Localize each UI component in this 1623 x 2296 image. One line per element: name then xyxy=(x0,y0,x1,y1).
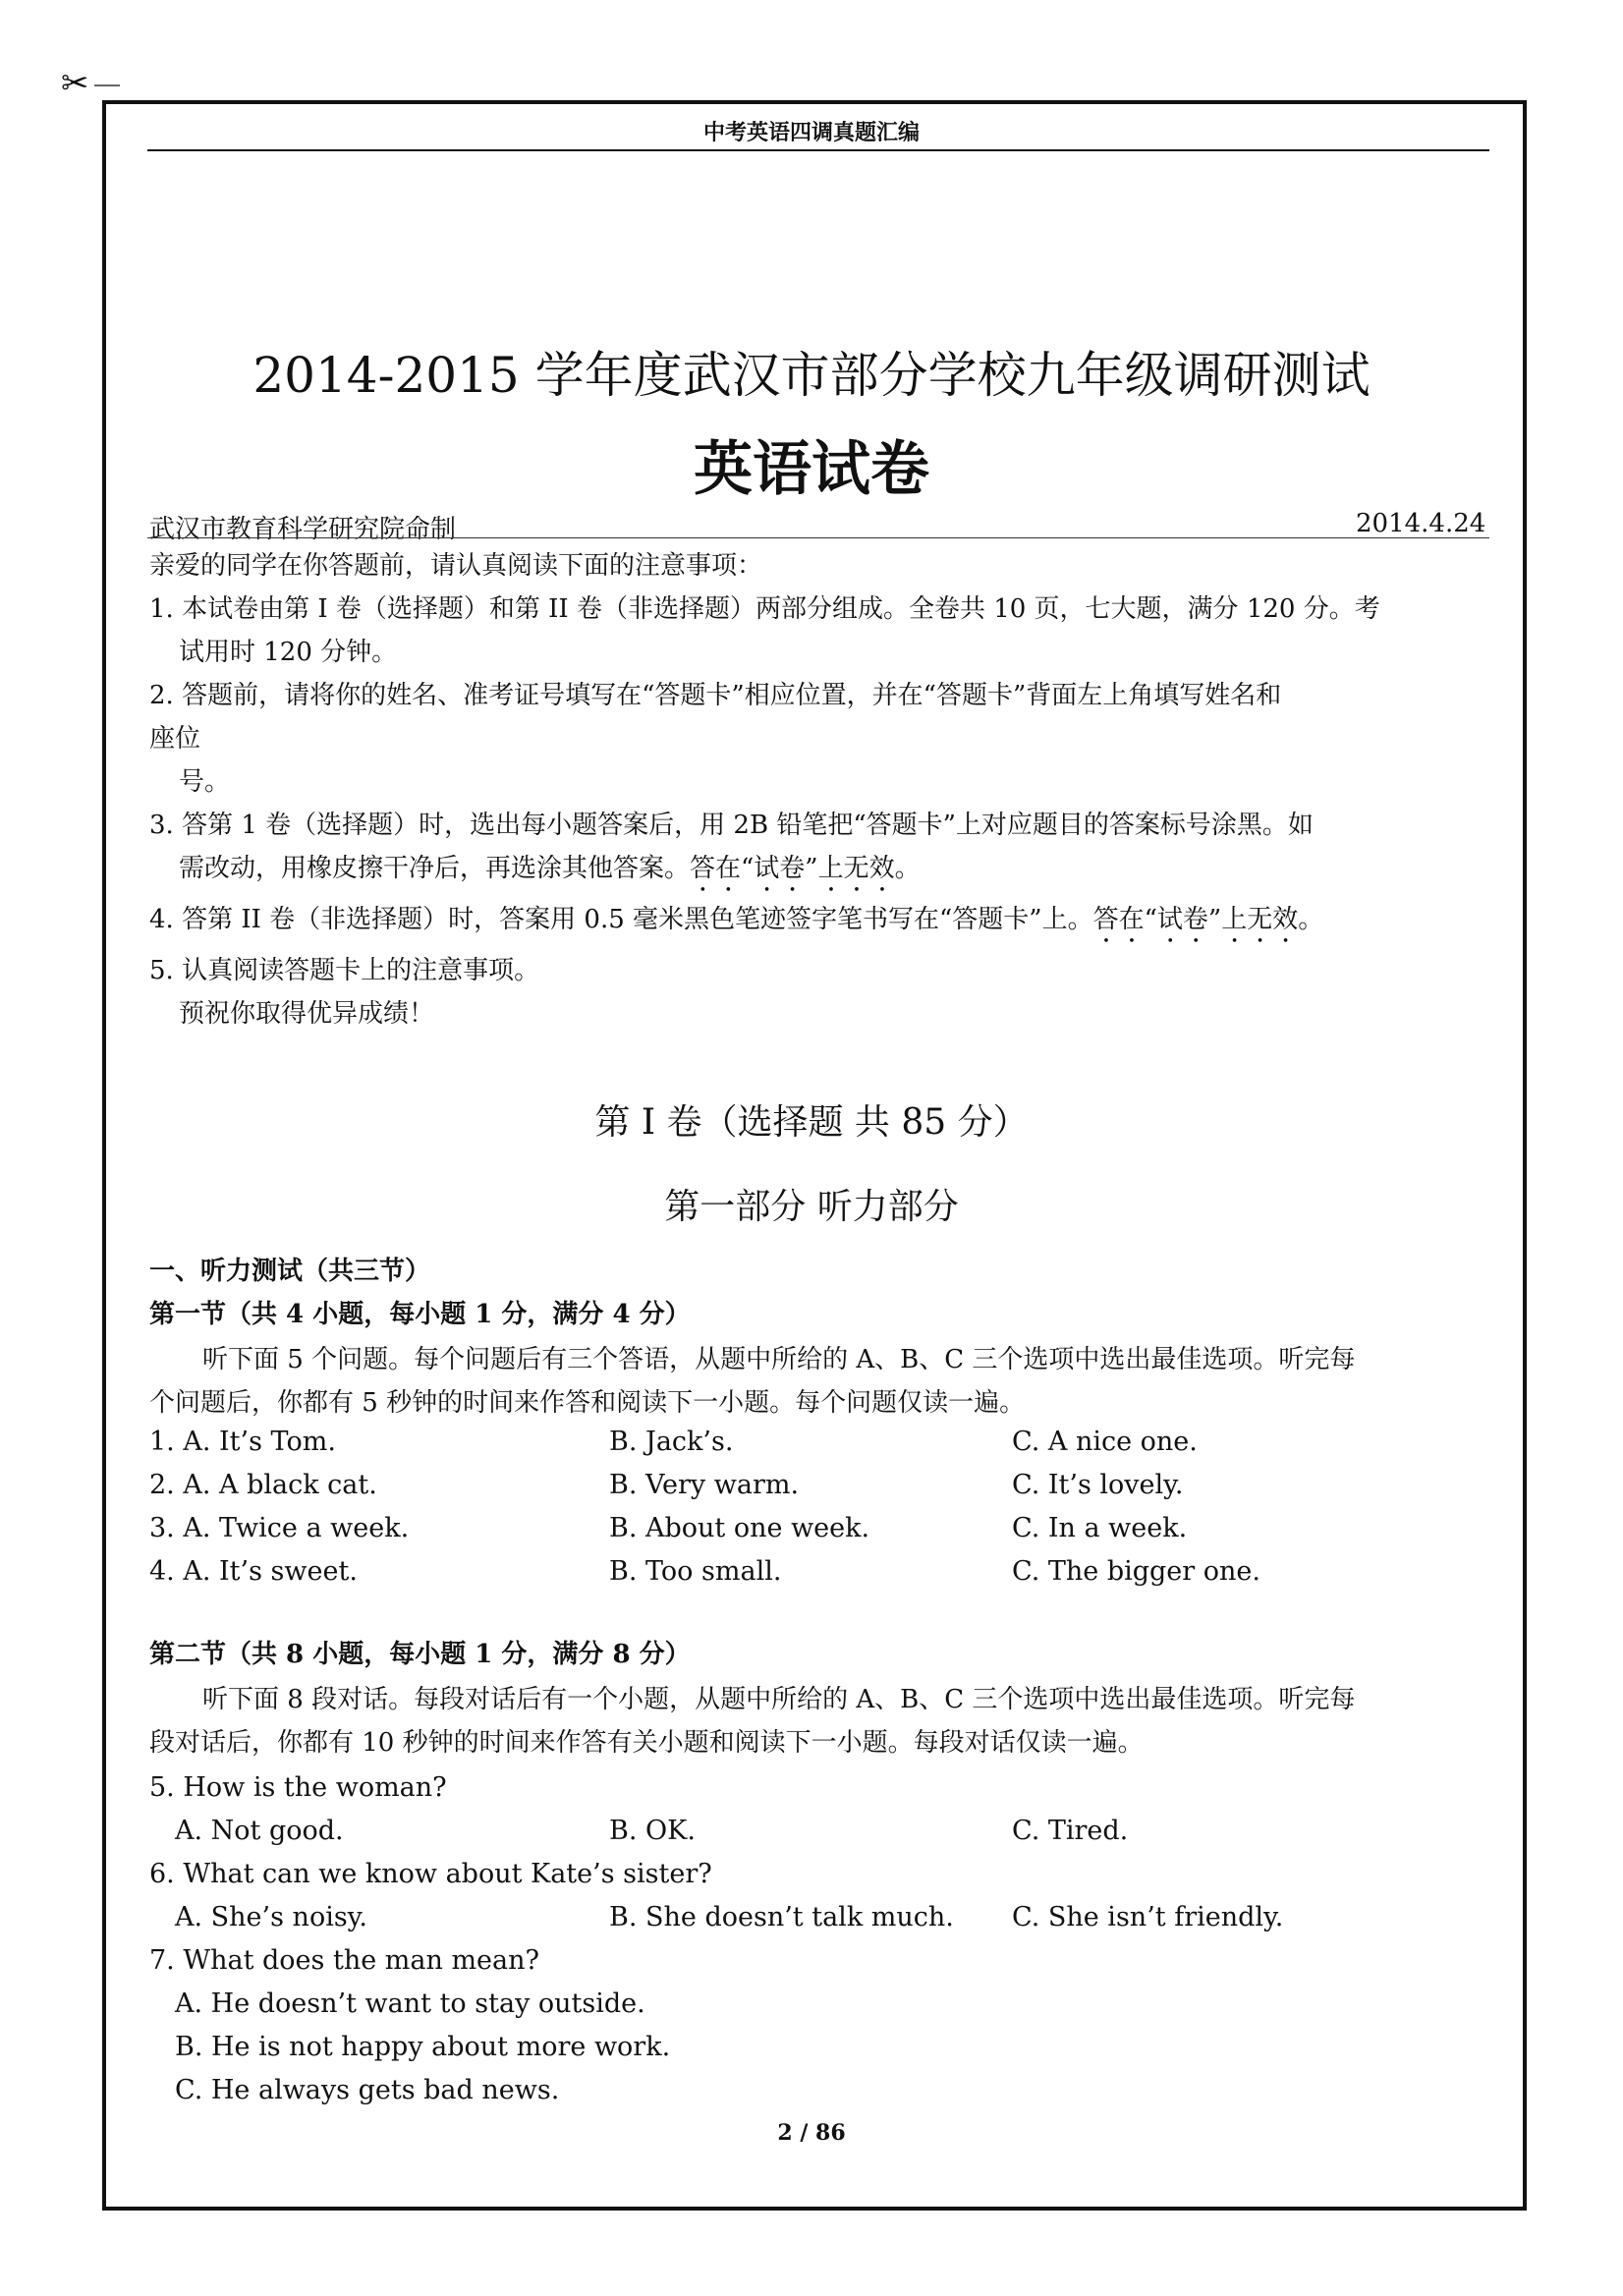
q5-stem: 5. How is the woman? xyxy=(149,1772,447,1803)
q1-option-c: C. A nice one. xyxy=(1012,1427,1198,1457)
emphasis-text: 答在“试卷”上无效 xyxy=(690,854,895,883)
notice-3b: 需改动，用橡皮擦干净后，再选涂其他答案。答在“试卷”上无效。 xyxy=(179,854,921,883)
subsection-2-instructions: 听下面 8 段对话。每段对话后有一个小题，从题中所给的 A、B、C 三个选项中选出最佳选项。听完每 xyxy=(202,1685,1356,1714)
notice-4: 4. 答第 II 卷（非选择题）时，答案用 0.5 毫米黑色笔迹签字笔书写在“答题卡”上。答在“试卷”上无效。 xyxy=(149,905,1324,934)
subsection-1-heading: 第一节（共 4 小题，每小题 1 分，满分 4 分） xyxy=(149,1300,691,1329)
section-heading: 一、听力测试（共三节） xyxy=(149,1257,431,1286)
q2-option-b: B. Very warm. xyxy=(609,1470,800,1500)
q6-option-c: C. She isn’t friendly. xyxy=(1012,1902,1284,1932)
q3-option-b: B. About one week. xyxy=(609,1513,870,1543)
subsection-1-instructions: 听下面 5 个问题。每个问题后有三个答语，从题中所给的 A、B、C 三个选项中选出最佳选项。听完每 xyxy=(202,1345,1356,1374)
running-header: 中考英语四调真题汇编 xyxy=(702,120,920,145)
q4-option-c: C. The bigger one. xyxy=(1012,1556,1260,1587)
notice-5: 5. 认真阅读答题卡上的注意事项。 xyxy=(149,956,540,985)
q7-option-a: A. He doesn’t want to stay outside. xyxy=(175,1988,645,2019)
subsection-1-instructions-cont: 个问题后，你都有 5 秒钟的时间来作答和阅读下一小题。每个问题仅读一遍。 xyxy=(149,1388,1026,1418)
volume-heading: 第 I 卷（选择题 共 85 分） xyxy=(594,1102,1029,1143)
q6-stem: 6. What can we know about Kate’s sister? xyxy=(149,1859,712,1889)
q4-option-b: B. Too small. xyxy=(609,1556,782,1587)
page-border xyxy=(102,100,1527,2211)
notice-2b: 座位 xyxy=(149,724,201,754)
q7-stem: 7. What does the man mean? xyxy=(149,1945,539,1976)
exam-date: 2014.4.24 xyxy=(1356,509,1486,538)
q7-option-c: C. He always gets bad news. xyxy=(175,2075,560,2105)
notice-2a: 2. 答题前，请将你的姓名、准考证号填写在“答题卡”相应位置，并在“答题卡”背面左上角填写姓名和 xyxy=(149,681,1282,710)
notice-2c: 号。 xyxy=(179,767,231,797)
exam-subtitle: 英语试卷 xyxy=(694,435,929,504)
subsection-2-instructions-cont: 段对话后，你都有 10 秒钟的时间来作答有关小题和阅读下一小题。每段对话仅读一遍。 xyxy=(149,1728,1144,1758)
q7-option-b: B. He is not happy about more work. xyxy=(175,2032,671,2062)
exam-title: 2014-2015 学年度武汉市部分学校九年级调研测试 xyxy=(252,347,1371,404)
notice-1b: 试用时 120 分钟。 xyxy=(179,638,398,667)
part-heading: 第一部分 听力部分 xyxy=(664,1187,959,1227)
q3-option-c: C. In a week. xyxy=(1012,1513,1188,1543)
q5-option-b: B. OK. xyxy=(609,1816,696,1846)
notice-wish: 预祝你取得优异成绩！ xyxy=(179,999,435,1029)
header-rule xyxy=(147,149,1489,151)
issuer: 武汉市教育科学研究院命制 xyxy=(149,515,457,544)
subsection-2-heading: 第二节（共 8 小题，每小题 1 分，满分 8 分） xyxy=(149,1640,691,1669)
notice-1a: 1. 本试卷由第 I 卷（选择题）和第 II 卷（非选择题）两部分组成。全卷共 10 页，七大题，满分 120 分。考 xyxy=(149,594,1380,624)
q4-option-a: 4. A. It’s sweet. xyxy=(149,1556,358,1587)
q5-option-a: A. Not good. xyxy=(175,1816,344,1846)
q6-option-b: B. She doesn’t talk much. xyxy=(609,1902,954,1932)
cut-line xyxy=(94,84,120,86)
notice-intro: 亲爱的同学在你答题前，请认真阅读下面的注意事项： xyxy=(149,551,763,581)
scissors-icon: ✂ xyxy=(61,64,89,103)
q2-option-c: C. It’s lovely. xyxy=(1012,1470,1184,1500)
q1-option-b: B. Jack’s. xyxy=(609,1427,734,1457)
page-number: 2 / 86 xyxy=(777,2120,846,2146)
q6-option-a: A. She’s noisy. xyxy=(175,1902,367,1932)
q1-option-a: 1. A. It’s Tom. xyxy=(149,1427,336,1457)
emphasis-text: 答在“试卷”上无效 xyxy=(1092,905,1299,934)
meta-rule xyxy=(147,537,1489,538)
q5-option-c: C. Tired. xyxy=(1012,1816,1129,1846)
q3-option-a: 3. A. Twice a week. xyxy=(149,1513,410,1543)
q2-option-a: 2. A. A black cat. xyxy=(149,1470,377,1500)
notice-3a: 3. 答第 1 卷（选择题）时，选出每小题答案后，用 2B 铅笔把“答题卡”上对应题目的答案标号涂黑。如 xyxy=(149,811,1314,840)
